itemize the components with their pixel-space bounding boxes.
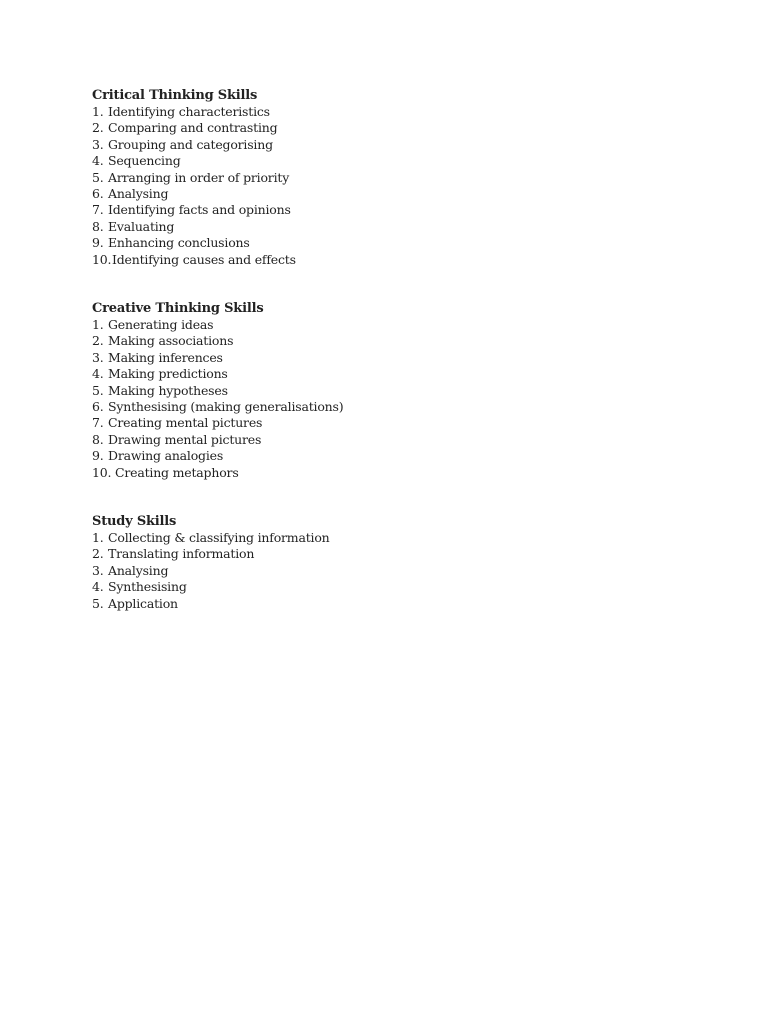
item-text: Collecting & classifying information xyxy=(108,530,330,545)
list-item xyxy=(92,530,692,546)
item-number: 9. xyxy=(92,235,104,251)
list-item xyxy=(92,415,692,431)
list-item xyxy=(92,120,692,136)
item-text: Enhancing conclusions xyxy=(108,235,250,251)
item-text: Identifying characteristics xyxy=(108,104,270,119)
item-text: Creating mental pictures xyxy=(108,415,263,431)
creative-thinking-heading: Creative Thinking Skills xyxy=(92,301,264,316)
study-skills-heading: Study Skills xyxy=(92,514,177,529)
list-item xyxy=(92,235,692,251)
list-item xyxy=(92,104,692,120)
list-item xyxy=(92,317,692,333)
list-item xyxy=(92,366,692,382)
item-text: Analysing xyxy=(108,562,169,578)
item-number: 4. xyxy=(92,153,104,169)
item-text: Drawing mental pictures xyxy=(108,431,262,447)
item-text: Analysing xyxy=(108,186,169,202)
item-number: 3. xyxy=(92,562,104,578)
list-item xyxy=(92,579,692,595)
item-number: 5. xyxy=(92,595,104,611)
creative-thinking-section xyxy=(92,301,692,481)
item-number: 5. xyxy=(92,169,104,185)
creative-thinking-list xyxy=(92,317,692,481)
list-item xyxy=(92,350,692,366)
item-text: Synthesising xyxy=(108,579,187,595)
item-number: 3. xyxy=(92,349,104,365)
list-item xyxy=(92,219,692,235)
list-item xyxy=(92,399,692,415)
item-text: Identifying facts and opinions xyxy=(108,202,291,218)
study-skills-list xyxy=(92,530,692,612)
item-text: Grouping and categorising xyxy=(108,136,273,152)
list-item xyxy=(92,153,692,169)
item-text: Synthesising (making generalisations) xyxy=(108,399,344,415)
item-number: 2. xyxy=(92,120,104,136)
item-text: Arranging in order of priority xyxy=(108,169,290,185)
item-number: 2. xyxy=(92,546,104,562)
item-text: Making hypotheses xyxy=(108,382,228,398)
item-number: 6. xyxy=(92,186,104,202)
item-text: Sequencing xyxy=(108,153,181,169)
item-number: 4. xyxy=(92,366,104,382)
list-item xyxy=(92,333,692,349)
critical-thinking-section xyxy=(92,88,692,268)
item-number: 1. xyxy=(92,104,104,119)
item-number: 10. xyxy=(92,251,112,267)
item-number: 4. xyxy=(92,579,104,595)
list-item xyxy=(92,448,692,464)
item-number: 6. xyxy=(92,399,104,415)
item-text: Drawing analogies xyxy=(108,448,224,464)
item-number: 7. xyxy=(92,202,104,218)
item-number: 5. xyxy=(92,382,104,398)
item-number: 7. xyxy=(92,415,104,431)
list-item xyxy=(92,186,692,202)
item-number: 10. xyxy=(92,464,112,480)
item-number: 8. xyxy=(92,218,104,234)
item-text: Creating metaphors xyxy=(115,464,239,480)
list-item xyxy=(92,383,692,399)
item-number: 1. xyxy=(92,530,104,545)
item-text: Translating information xyxy=(108,546,255,562)
list-item xyxy=(92,596,692,612)
list-item xyxy=(92,546,692,562)
item-text: Making predictions xyxy=(108,366,228,382)
list-item xyxy=(92,563,692,579)
list-item xyxy=(92,432,692,448)
list-item xyxy=(92,465,692,481)
critical-thinking-list xyxy=(92,104,692,268)
study-skills-section xyxy=(92,514,692,612)
item-number: 1. xyxy=(92,317,104,332)
item-text: Evaluating xyxy=(108,218,175,234)
list-item xyxy=(92,170,692,186)
list-item xyxy=(92,252,692,268)
item-text: Comparing and contrasting xyxy=(108,120,278,136)
item-number: 2. xyxy=(92,333,104,349)
item-text: Identifying causes and effects xyxy=(112,251,296,267)
item-text: Making inferences xyxy=(108,349,223,365)
item-text: Generating ideas xyxy=(108,317,214,332)
list-item xyxy=(92,137,692,153)
list-item xyxy=(92,202,692,218)
item-number: 9. xyxy=(92,448,104,464)
critical-thinking-heading: Critical Thinking Skills xyxy=(92,88,258,103)
item-text: Application xyxy=(108,595,178,611)
item-number: 8. xyxy=(92,431,104,447)
item-text: Making associations xyxy=(108,333,234,349)
item-number: 3. xyxy=(92,136,104,152)
